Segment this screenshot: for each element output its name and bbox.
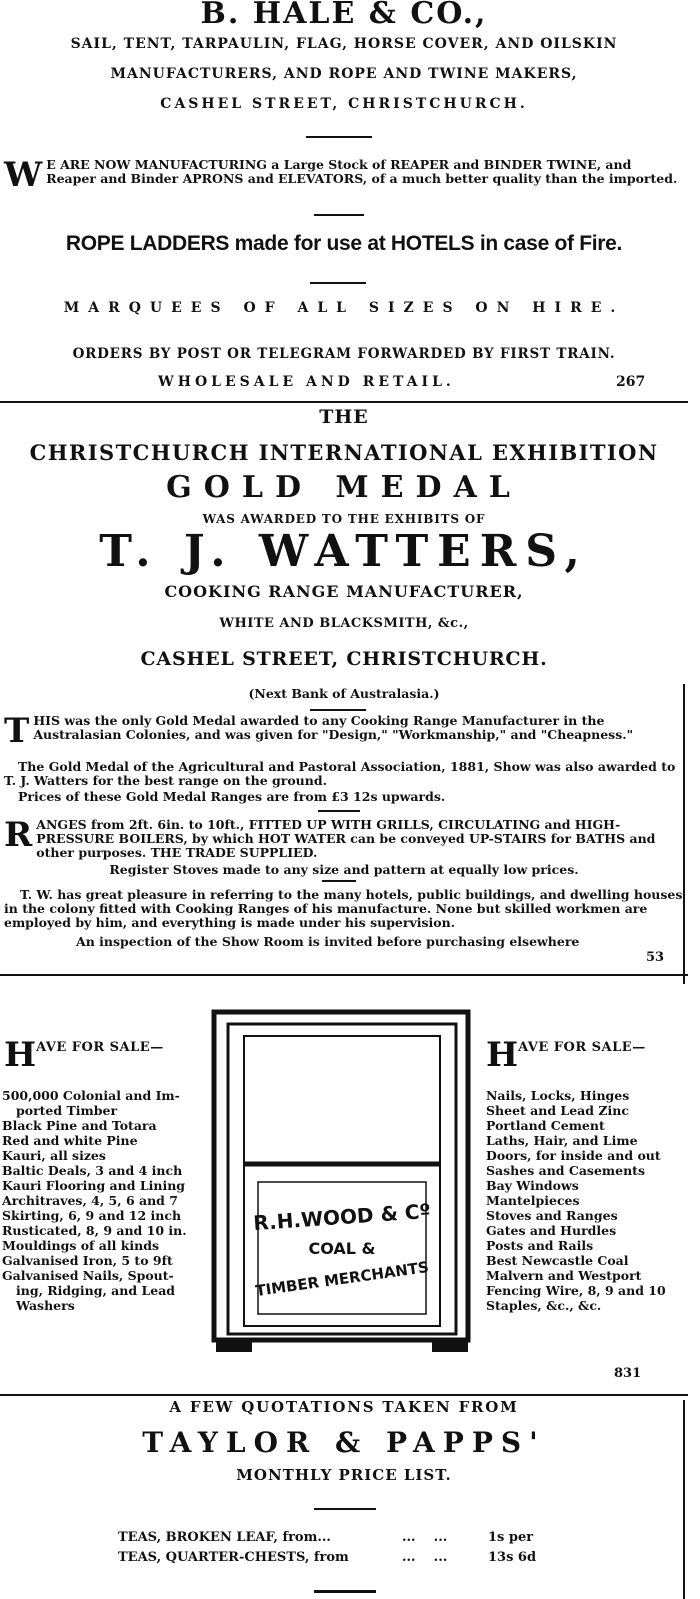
list-item: Mouldings of all kinds [2,1238,160,1253]
wood-ad-number: 831 [614,1366,642,1381]
hale-ad-number: 267 [616,374,646,390]
drop-cap: T [4,711,30,751]
list-item: Posts and Rails [486,1238,594,1253]
wood-left-heading [4,1035,164,1075]
watters-awarded: WAS AWARDED TO THE EXHIBITS OF [202,512,486,526]
drop-cap: H [486,1035,519,1075]
list-item: Laths, Hair, and Lime [486,1133,638,1148]
door-sign-line1: R.H.WOOD & Cº [252,1198,432,1236]
price-row-dots: ... ... [402,1550,448,1565]
watters-paragraph-5: Register Stoves made to any size and pattern at equally low prices. [109,862,579,877]
door-illustration [208,1006,476,1368]
list-item: Galvanised Nails, Spout- [2,1268,174,1283]
taylor-few-quotations: A FEW QUOTATIONS TAKEN FROM [169,1398,519,1416]
list-item: Kauri, all sizes [2,1148,106,1163]
watters-paragraph-6: T. W. has great pleasure in referring to the many hotels, public buildings, and dwelling houses in the colony fitted with Cooking Ranges of his manufacture. None but skilled workmen are employed by him, and everything is made under his supervision. [4,887,683,930]
list-item: Doors, for inside and out [486,1148,661,1163]
taylor-name: TAYLOR & PAPPS' [142,1426,546,1459]
watters-the: THE [319,406,369,428]
door-sign-line2: COAL & [308,1239,376,1258]
list-item: Bay Windows [486,1178,579,1193]
price-row-dots: ... ... [402,1530,448,1545]
watters-ad-number: 53 [646,950,665,965]
watters-paragraph-7: An inspection of the Show Room is invited before purchasing elsewhere [76,934,580,949]
list-item: Staples, &c., &c. [486,1298,602,1313]
watters-smith: WHITE AND BLACKSMITH, &c., [219,616,469,631]
list-item: Fencing Wire, 8, 9 and 10 [486,1283,666,1298]
list-item: Baltic Deals, 3 and 4 inch [2,1163,183,1178]
list-item: Washers [16,1298,75,1313]
section-rule [0,401,688,403]
list-item: Stoves and Ranges [486,1208,618,1223]
list-item: Sashes and Casements [486,1163,645,1178]
list-item: 500,000 Colonial and Im- [2,1088,180,1103]
list-item: Rusticated, 8, 9 and 10 in. [2,1223,187,1238]
list-item: ported Timber [16,1103,118,1118]
wood-right-heading-text: AVE FOR SALE— [518,1040,646,1055]
divider [314,214,364,216]
list-item: Galvanised Iron, 5 to 9ft [2,1253,173,1268]
hale-rope-ladders: ROPE LADDERS made for use at HOTELS in case of Fire. [65,232,623,255]
divider [322,880,356,882]
divider [310,282,366,284]
watters-paragraph-4 [4,815,684,860]
list-item: Mantelpieces [486,1193,580,1208]
watters-paragraph-2: The Gold Medal of the Agricultural and Pastoral Association, 1881, Show was also awarded to T. J. Watters for the best range on the ground. [4,759,676,788]
hale-marquees: MARQUEES OF ALL SIZES ON HIRE. [63,300,625,316]
hale-line3: CASHEL STREET, CHRISTCHURCH. [160,96,528,112]
wood-left-list [2,1088,187,1313]
list-item: Black Pine and Totara [2,1118,157,1133]
watters-name: T. J. WATTERS, [99,526,589,577]
hale-wholesale: WHOLESALE AND RETAIL. [158,374,455,390]
wood-right-list [486,1088,666,1313]
watters-exhibition: CHRISTCHURCH INTERNATIONAL EXHIBITION [29,440,659,465]
list-item: Best Newcastle Coal [486,1253,629,1268]
wood-left-heading-text: AVE FOR SALE— [36,1040,164,1055]
watters-paragraph-3: Prices of these Gold Medal Ranges are from £3 12s upwards. [18,789,446,804]
hale-line2: MANUFACTURERS, AND ROPE AND TWINE MAKERS, [110,66,578,82]
section-rule [0,1394,688,1396]
wood-right-heading [486,1035,646,1075]
hale-orders: ORDERS BY POST OR TELEGRAM FORWARDED BY FIRST TRAIN. [72,346,616,362]
section-rule [0,974,688,976]
list-item: Sheet and Lead Zinc [486,1103,629,1118]
watters-paragraph-4-text: ANGES from 2ft. 6in. to 10ft., FITTED UP WITH GRILLS, CIRCULATING and HIGH-PRESSURE BOILERS, by which HOT WATER can be conveyed UP-STAIRS for BATHS and other purposes. THE TRADE SUPPLIED. [36,817,656,860]
list-item: Kauri Flooring and Lining [2,1178,186,1193]
column-border [683,684,685,984]
hale-paragraph [4,155,684,195]
list-item: Gates and Hurdles [486,1223,617,1238]
price-row-item: TEAS, QUARTER-CHESTS, from [118,1550,349,1565]
hale-paragraph-text: E ARE NOW MANUFACTURING a Large Stock of REAPER and BINDER TWINE, and Reaper and Binder APRONS and ELEVATORS, of a much better quality than the imported. [46,157,678,186]
hale-title: B. HALE & CO., [200,0,488,31]
list-item: ing, Ridging, and Lead [16,1283,176,1298]
watters-paragraph-1-text: HIS was the only Gold Medal awarded to any Cooking Range Manufacturer in the Australasian Colonies, and was given for "Design," "Workmanship," and "Cheapness." [33,713,634,742]
list-item: Nails, Locks, Hinges [486,1088,630,1103]
watters-next-bank: (Next Bank of Australasia.) [248,686,440,701]
price-row-price: 13s 6d [488,1550,537,1565]
price-row-item: TEAS, BROKEN LEAF, from... [118,1530,331,1545]
hale-line1: SAIL, TENT, TARPAULIN, FLAG, HORSE COVER, AND OILSKIN [70,36,618,52]
divider [318,810,360,812]
drop-cap: W [4,155,43,195]
list-item: Malvern and Westport [486,1268,642,1283]
watters-trade: COOKING RANGE MANUFACTURER, [164,582,524,601]
watters-gold-medal: GOLD MEDAL [166,470,522,505]
divider [310,709,366,711]
watters-paragraph-1 [4,711,684,751]
taylor-monthly: MONTHLY PRICE LIST. [236,1466,452,1484]
price-row-price: 1s per [488,1530,534,1545]
drop-cap: H [4,1035,37,1075]
divider [314,1590,376,1593]
door-sign-line3: TIMBER MERCHANTS [254,1257,430,1301]
list-item: Architraves, 4, 5, 6 and 7 [2,1193,178,1208]
column-border [683,1400,685,1599]
list-item: Portland Cement [486,1118,605,1133]
divider [306,136,372,138]
list-item: Skirting, 6, 9 and 12 inch [2,1208,182,1223]
list-item: Red and white Pine [2,1133,138,1148]
drop-cap: R [4,815,33,855]
divider [314,1508,376,1510]
watters-street: CASHEL STREET, CHRISTCHURCH. [140,648,548,670]
